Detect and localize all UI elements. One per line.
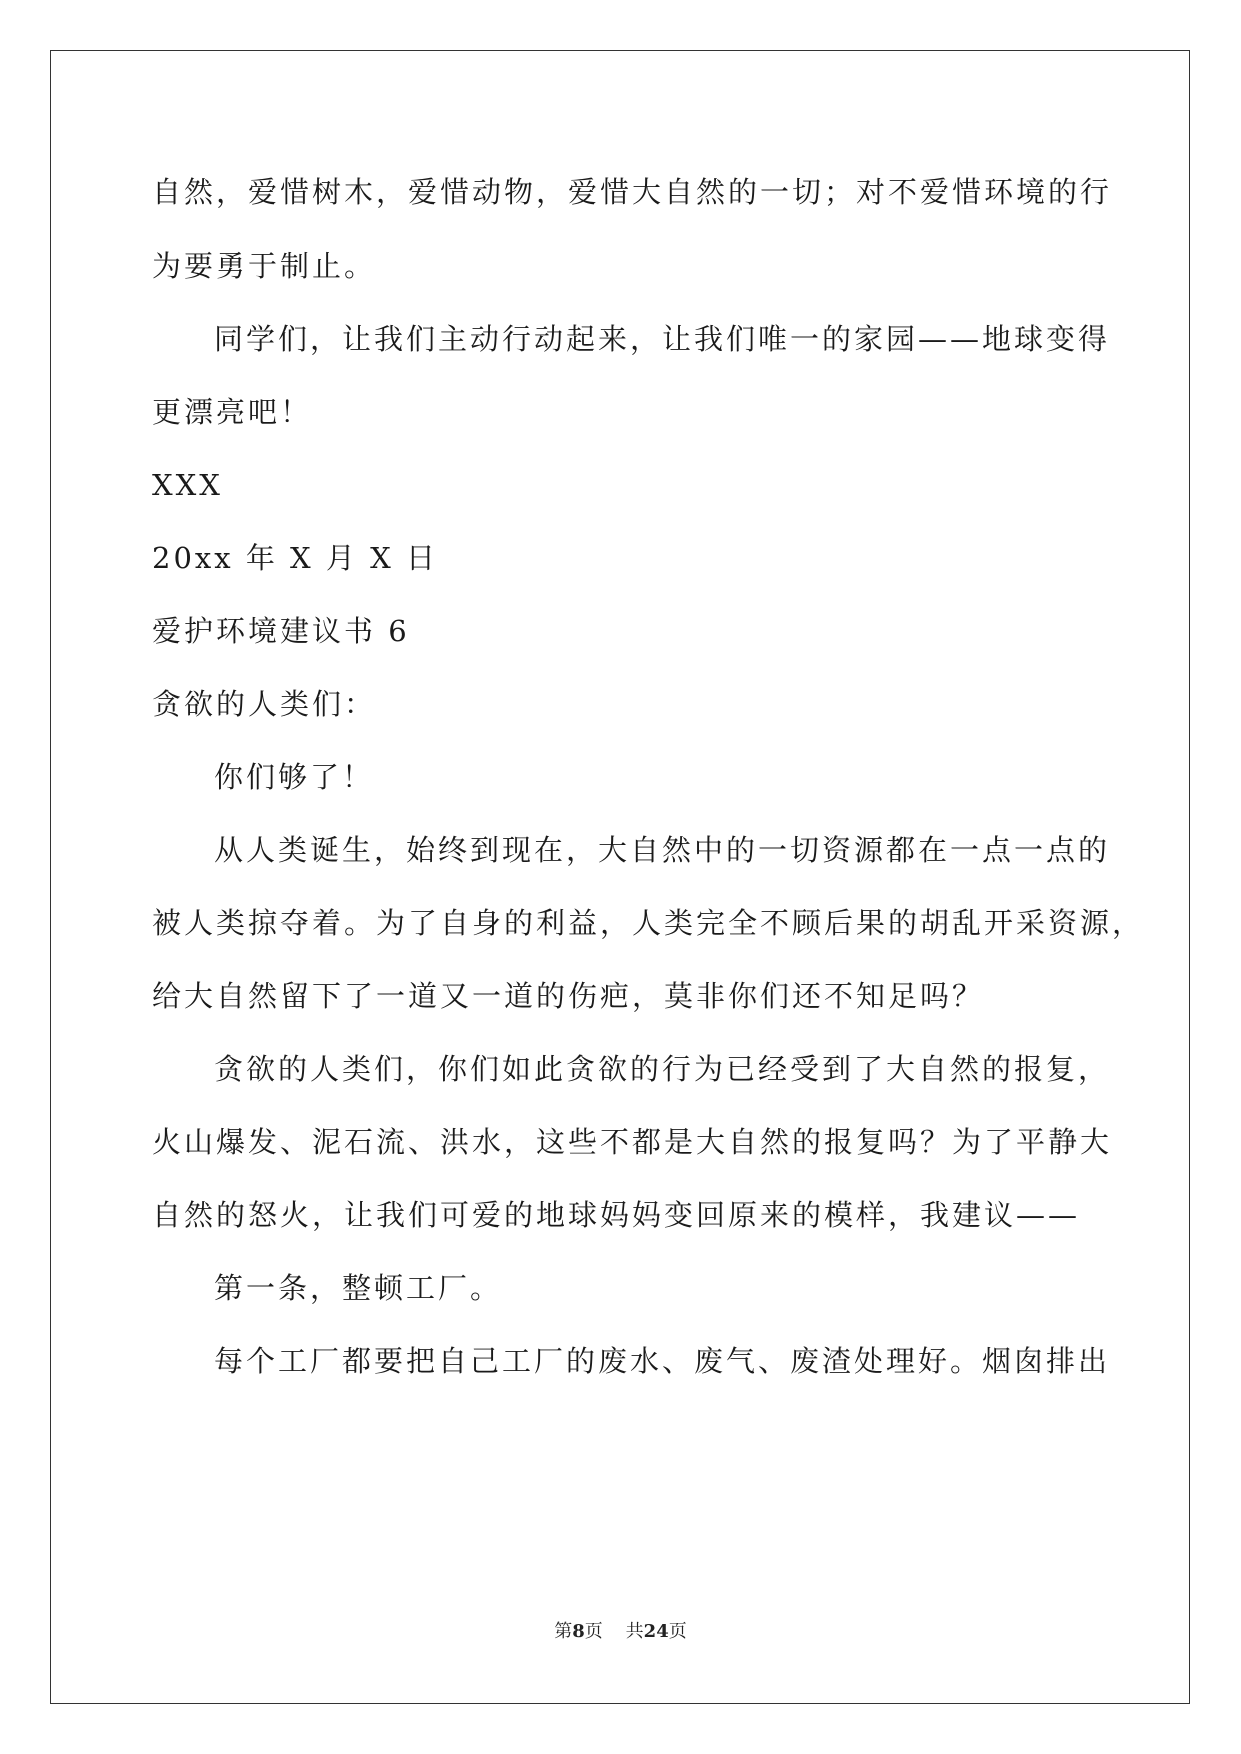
salutation: 贪欲的人类们： — [152, 687, 377, 721]
total-pages: 24 — [643, 1621, 669, 1642]
page-prefix: 第 — [554, 1621, 573, 1642]
paragraph-line: 你们够了！ — [214, 760, 375, 794]
section-title: 爱护环境建议书 6 — [152, 614, 410, 648]
page-footer — [0, 1620, 1241, 1644]
paragraph-line: 自然的怒火，让我们可爱的地球妈妈变回原来的模样，我建议—— — [152, 1198, 1081, 1232]
total-prefix: 共 — [625, 1621, 644, 1642]
paragraph-line: 从人类诞生，始终到现在，大自然中的一切资源都在一点一点的 — [214, 833, 1111, 867]
page-number: 8 — [572, 1621, 585, 1642]
paragraph-line: 被人类掠夺着。为了自身的利益，人类完全不顾后果的胡乱开采资源， — [152, 906, 1145, 940]
paragraph-line: 给大自然留下了一道又一道的伤疤，莫非你们还不知足吗？ — [152, 979, 985, 1013]
signature-date: 20xx 年 X 月 X 日 — [152, 541, 438, 575]
total-suffix: 页 — [668, 1621, 687, 1642]
signature-name: XXX — [152, 468, 223, 502]
page-border — [50, 50, 1190, 1704]
paragraph-line: 贪欲的人类们，你们如此贪欲的行为已经受到了大自然的报复， — [214, 1052, 1111, 1086]
paragraph-line: 自然，爱惜树木，爱惜动物，爱惜大自然的一切；对不爱惜环境的行 — [152, 175, 1113, 209]
paragraph-line: 同学们，让我们主动行动起来，让我们唯一的家园——地球变得 — [214, 322, 1111, 356]
paragraph-line: 更漂亮吧！ — [152, 395, 313, 429]
paragraph-line: 火山爆发、泥石流、洪水，这些不都是大自然的报复吗？为了平静大 — [152, 1125, 1113, 1159]
paragraph-line: 为要勇于制止。 — [152, 249, 377, 283]
page-suffix: 页 — [584, 1621, 603, 1642]
paragraph-line: 每个工厂都要把自己工厂的废水、废气、废渣处理好。烟囱排出 — [214, 1344, 1111, 1378]
paragraph-line: 第一条，整顿工厂。 — [214, 1271, 503, 1305]
